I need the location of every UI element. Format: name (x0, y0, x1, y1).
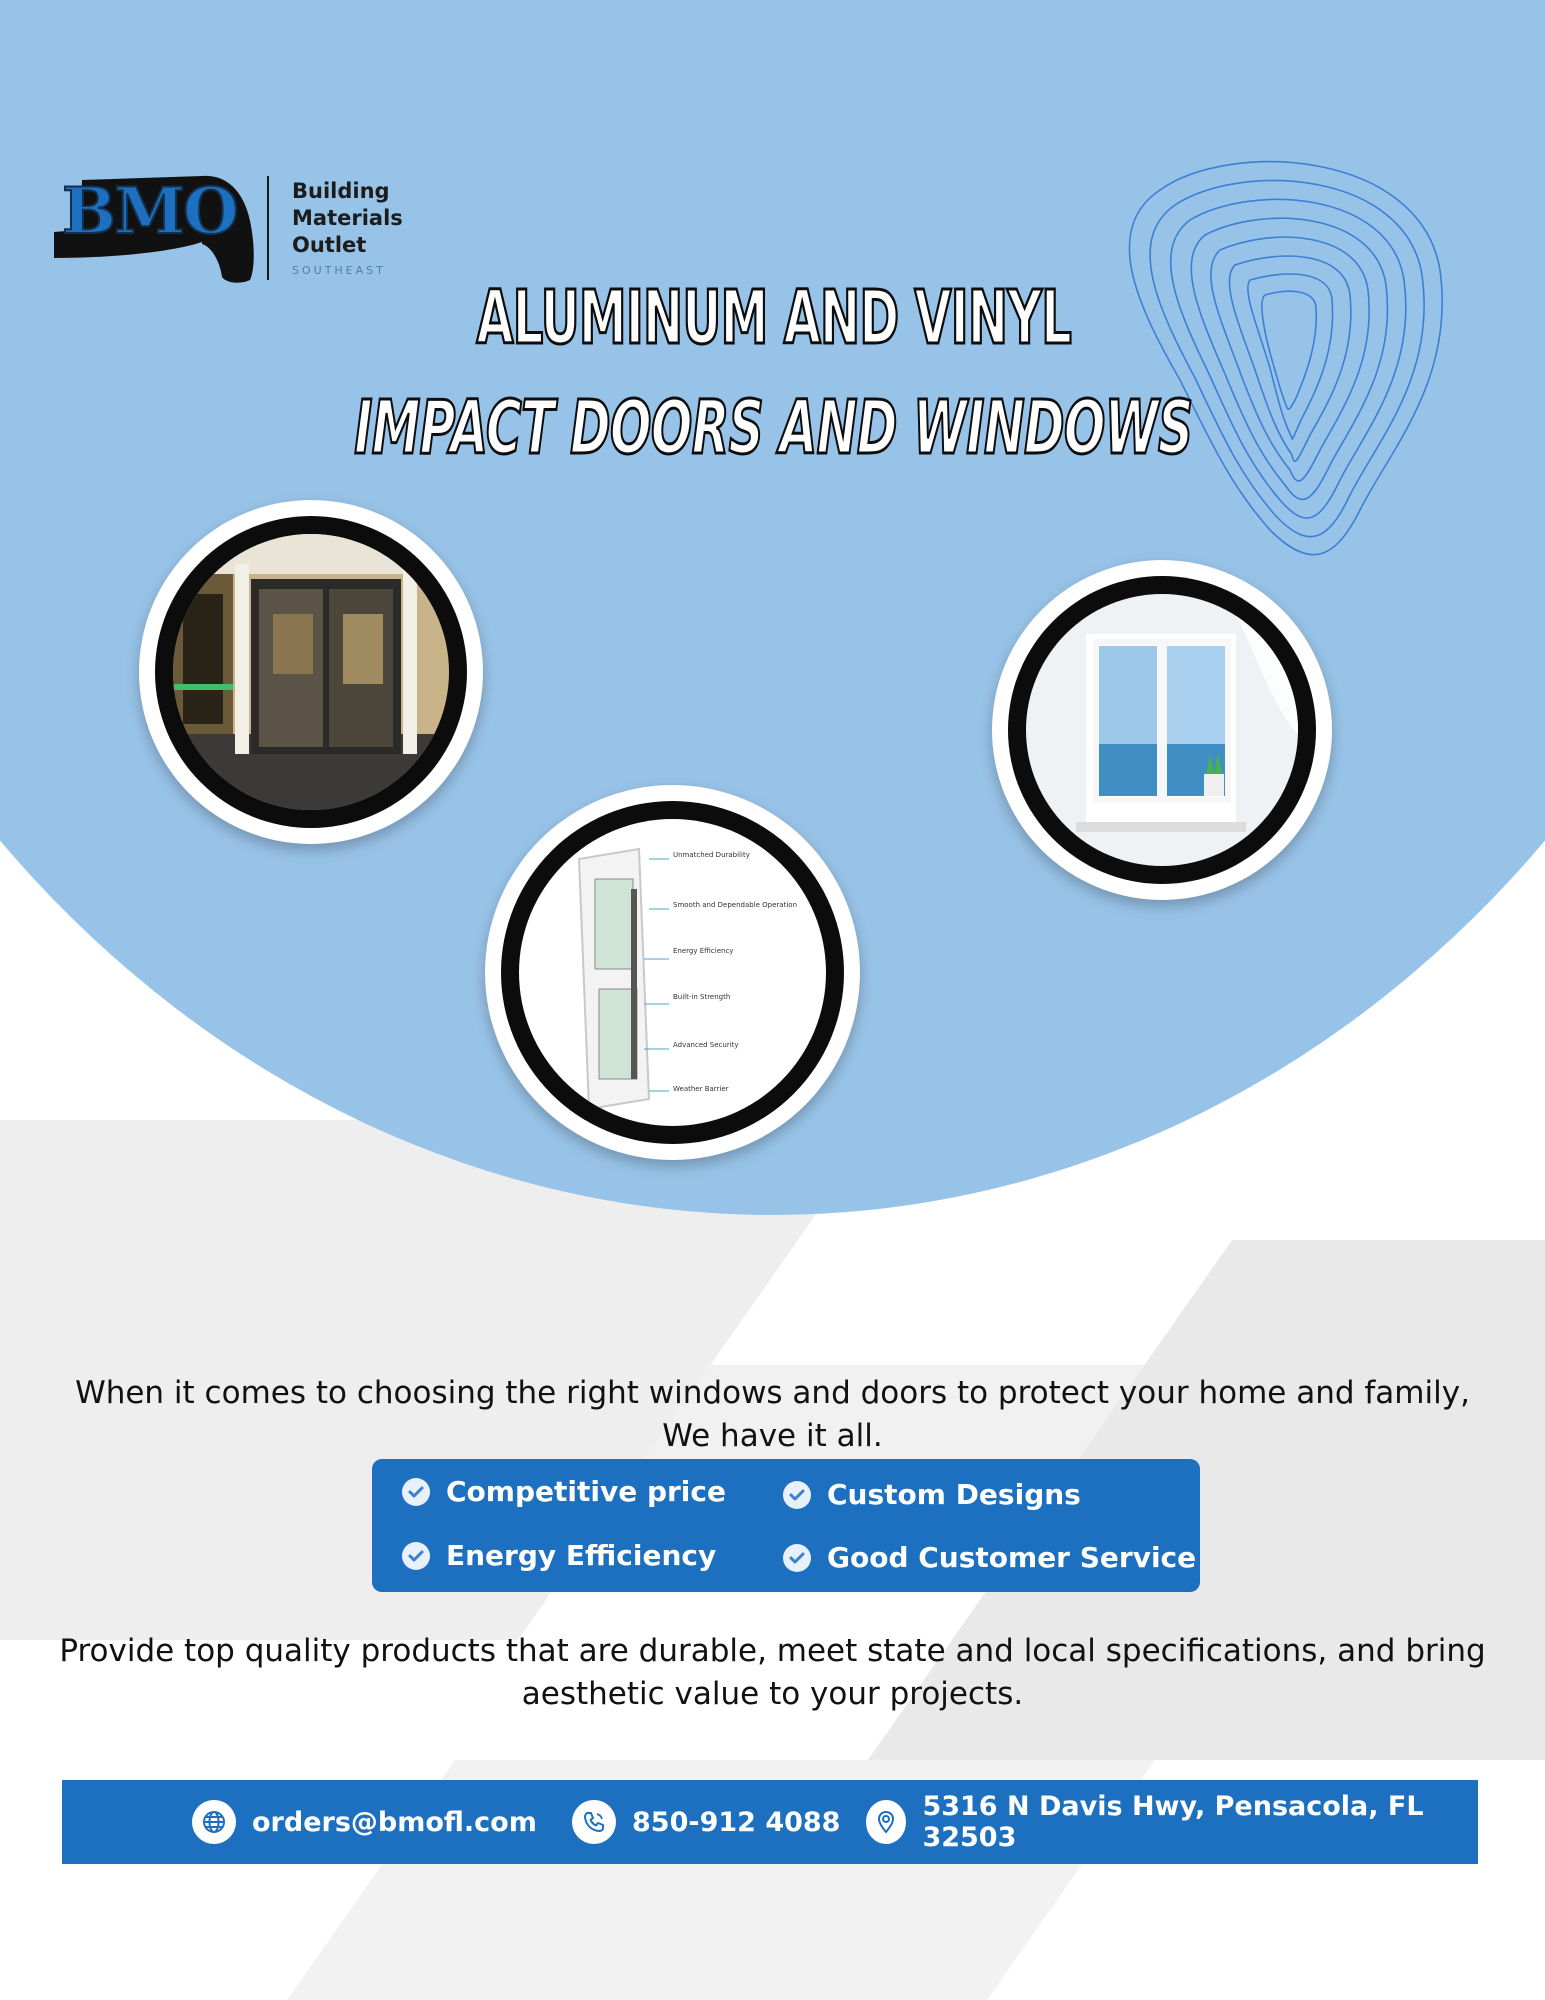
diagram-label: Built-in Strength (673, 993, 731, 1001)
contact-email[interactable] (192, 1780, 537, 1864)
window-section-illustration (519, 819, 826, 1126)
window-diagram-photo (485, 785, 860, 1160)
diagram-label: Smooth and Dependable Operation (673, 901, 798, 909)
photo-image (1026, 594, 1298, 866)
intro-line: We have it all. (662, 1418, 883, 1454)
window-illustration (1026, 594, 1298, 866)
diagram-label: Advanced Security (673, 1041, 739, 1049)
feature-item (783, 1541, 1196, 1574)
feature-item (402, 1539, 716, 1572)
location-pin-icon (866, 1800, 906, 1844)
check-icon (402, 1542, 430, 1570)
contact-address-text: 5316 N Davis Hwy, Pensacola, FL 32503 (922, 1791, 1424, 1853)
logo-wordmark: BMO (62, 174, 237, 249)
headline-line-1: ALUMINUM AND VINYL (476, 275, 1072, 361)
check-icon (402, 1478, 430, 1506)
feature-item (402, 1475, 726, 1508)
description-text (40, 1630, 1505, 1716)
logo-divider (267, 176, 269, 280)
contact-phone[interactable] (572, 1780, 840, 1864)
contact-phone-text: 850-912 4088 (632, 1806, 841, 1838)
description-line: aesthetic value to your projects. (521, 1676, 1024, 1712)
sliding-door-illustration (173, 534, 449, 810)
features-box (372, 1459, 1200, 1592)
window-photo (992, 560, 1332, 900)
globe-icon (192, 1800, 236, 1844)
photo-image (173, 534, 449, 810)
check-icon (783, 1481, 811, 1509)
photo-image (519, 819, 826, 1126)
feature-label: Competitive price (446, 1475, 726, 1508)
diagram-label: Energy Efficiency (673, 947, 734, 955)
brand-logo (52, 172, 403, 284)
feature-item (783, 1478, 1081, 1511)
diagram-label: Weather Barrier (673, 1085, 729, 1093)
logo-company-name (292, 178, 403, 259)
contact-email-text: orders@bmofl.com (252, 1806, 537, 1838)
diagram-label: Unmatched Durability (673, 851, 750, 859)
feature-label: Energy Efficiency (446, 1539, 717, 1572)
phone-icon (572, 1800, 616, 1844)
sliding-door-photo (139, 500, 483, 844)
logo-name-line: Building (292, 179, 390, 203)
logo-name-line: Materials (292, 206, 403, 230)
contact-address[interactable] (866, 1780, 1478, 1864)
headline-line-2: IMPACT DOORS AND WINDOWS (354, 385, 1193, 471)
logo-name-line: Outlet (292, 233, 367, 257)
feature-label: Custom Designs (827, 1478, 1081, 1511)
intro-text (40, 1372, 1505, 1458)
check-icon (783, 1544, 811, 1572)
feature-label: Good Customer Service (827, 1541, 1197, 1574)
intro-line: When it comes to choosing the right windows and doors to protect your home and family, (75, 1375, 1470, 1411)
contact-bar (62, 1780, 1478, 1864)
logo-region: SOUTHEAST (292, 264, 386, 277)
description-line: Provide top quality products that are durable, meet state and local specifications, and bring (59, 1633, 1486, 1669)
